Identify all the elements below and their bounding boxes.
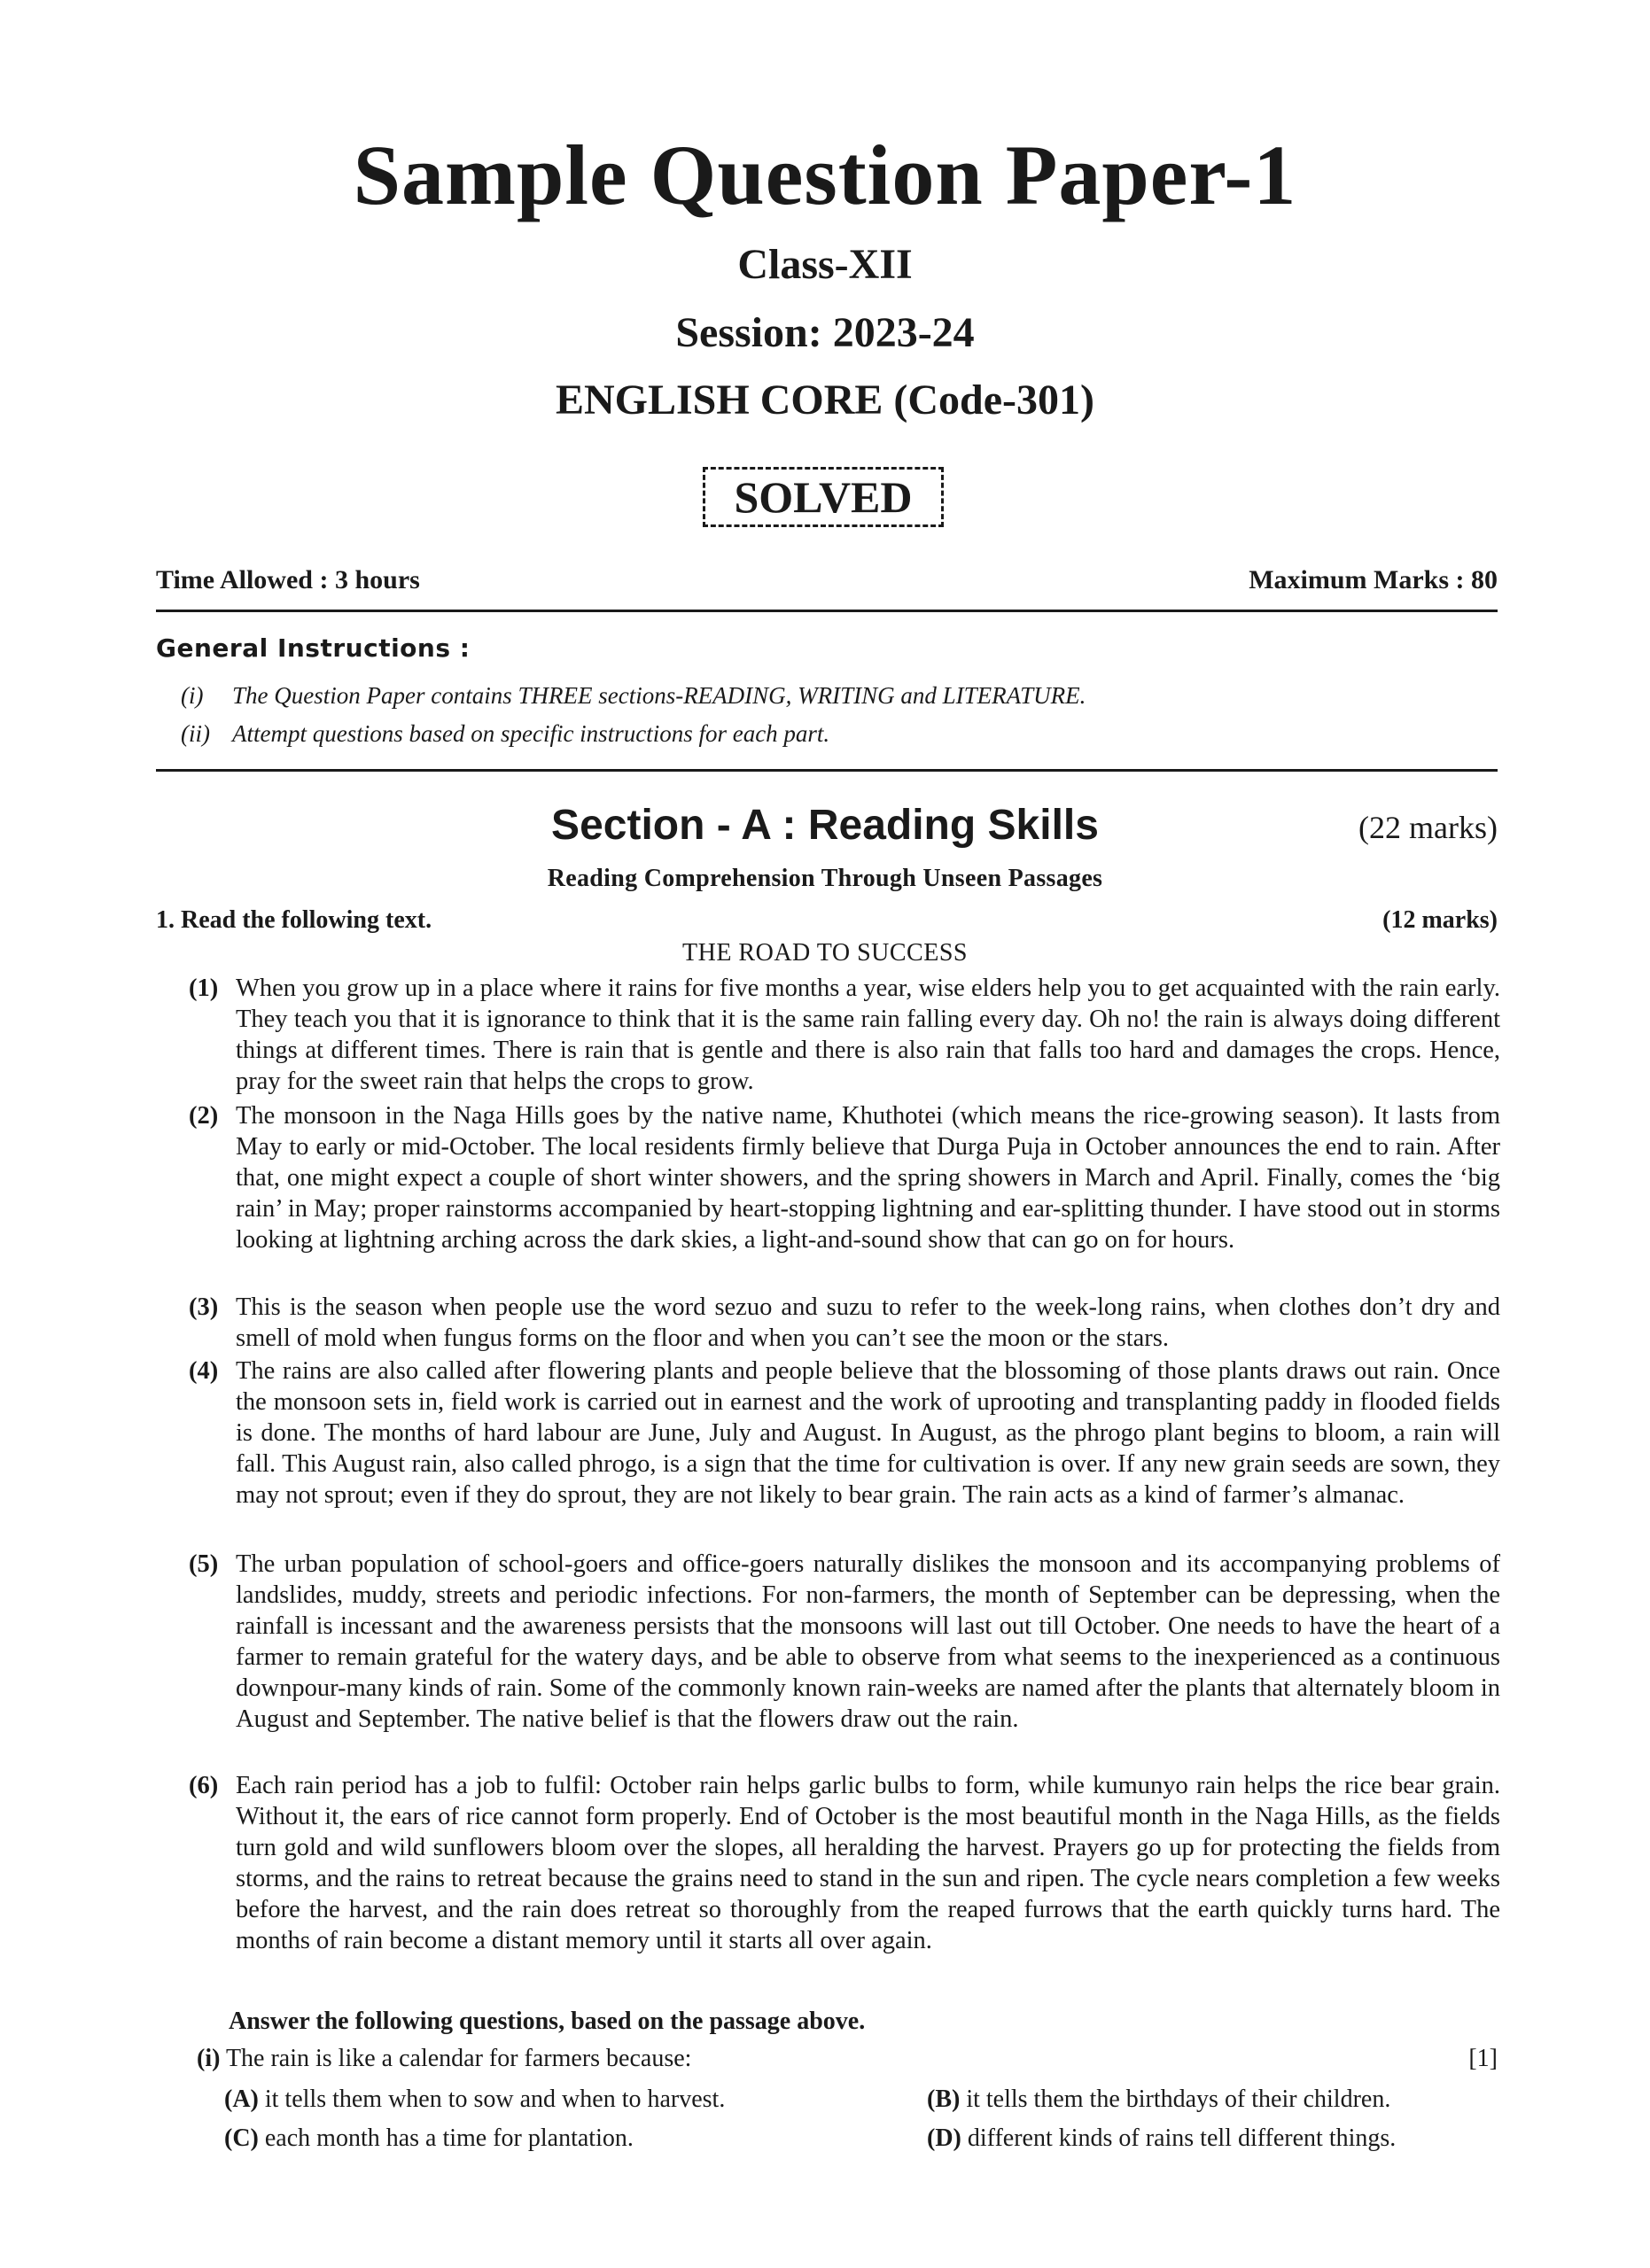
sub-question-number: (i) (197, 2045, 221, 2072)
section-marks: (22 marks) (1358, 810, 1498, 845)
time-allowed: Time Allowed : 3 hours (156, 565, 420, 594)
paragraph-text: The monsoon in the Naga Hills goes by the native name, Khuthotei (which means the rice-growing season). It lasts from May to early or mid-October. The local residents firmly believe that Durga Puja in October announces the end to rain. After that, one might expect a couple of short winter showers, and the spring showers in March and April. Finally, comes the ‘big rain’ in May; proper rainstorms accompanied by heart-stopping lightning and ear-splitting thunder. I have stood out in storms looking at lightning arching across the dark skies, a light-and-sound show that can go on for hours. (236, 1102, 1500, 1254)
passage-paragraph (189, 1355, 1500, 1511)
option-b (927, 2087, 1390, 2112)
paragraph-number: (1) (189, 975, 219, 1002)
question-marks: (12 marks) (1382, 906, 1498, 934)
paragraph-text: The urban population of school-goers and office-goers naturally dislikes the monsoon and its accompanying problems of landslides, muddy, streets and periodic infections. For non-farmers, the month of September can be depressing, when the rainfall is incessant and the awareness persists that the monsoons will last out till October. One needs to have the heart of a farmer to remain grateful for the watery days, and be able to observe from what seems to the inexperienced as a continuous downpour-many kinds of rain. Some of the commonly known rain-weeks are named after the plants that alternately bloom in August and September. The native belief is that the flowers draw out the rain. (236, 1550, 1500, 1733)
option-label: (A) (224, 2085, 259, 2113)
instruction-number: (i) (181, 682, 204, 709)
option-a (224, 2087, 725, 2112)
sub-question-marks: [1] (1468, 2045, 1498, 2072)
paragraph-number: (3) (189, 1293, 219, 1321)
option-label: (B) (927, 2085, 961, 2113)
header-divider (156, 610, 1498, 612)
class-line: Class-XII (737, 241, 913, 288)
solved-stamp: SOLVED (703, 467, 944, 527)
paragraph-number: (4) (189, 1357, 219, 1385)
option-c (224, 2126, 634, 2151)
paragraph-number: (2) (189, 1102, 219, 1130)
option-label: (C) (224, 2124, 259, 2152)
option-label: (D) (927, 2124, 961, 2152)
general-instructions-heading: General Instructions : (156, 633, 471, 663)
option-text: it tells them the birthdays of their children. (966, 2085, 1391, 2113)
instruction-item (181, 684, 1086, 708)
instruction-text: The Question Paper contains THREE sections-READING, WRITING and LITERATURE. (232, 682, 1086, 709)
instruction-number: (ii) (181, 720, 210, 747)
paragraph-text: The rains are also called after flowering plants and people believe that the blossoming of those plants draws out rain. Once the monsoon sets in, field work is carried out in earnest and the work of uprooting and transplanting paddy in flooded fields is done. The months of hard labour are June, July and August. In August, as the phrogo plant begins to bloom, a rain will fall. This August rain, also called phrogo, is a sign that the time for cultivation is over. If any new grain seeds are sown, they may not sprout; even if they do sprout, they are not likely to bear grain. The rain acts as a kind of farmer’s almanac. (236, 1357, 1500, 1509)
section-heading: Section - A : Reading Skills (551, 802, 1099, 849)
paper-title: Sample Question Paper-1 (353, 128, 1297, 222)
session-line: Session: 2023-24 (675, 309, 975, 356)
passage-paragraph (189, 1549, 1500, 1735)
passage-paragraph (189, 1770, 1500, 1956)
paragraph-number: (6) (189, 1772, 219, 1799)
answer-instruction: Answer the following questions, based on the passage above. (229, 2008, 866, 2035)
paragraph-text: When you grow up in a place where it rains for five months a year, wise elders help you to get acquainted with the rain early. They teach you that it is ignorance to think that it is the same rain falling every day. Oh no! the rain is always doing different things at different times. There is rain that is gentle and there is also rain that falls too hard and damages the crops. Hence, pray for the sweet rain that helps the crops to grow. (236, 975, 1500, 1095)
paragraph-number: (5) (189, 1550, 219, 1578)
instruction-item (181, 722, 829, 746)
option-text: it tells them when to sow and when to harvest. (264, 2085, 726, 2113)
paragraph-text: This is the season when people use the word sezuo and suzu to refer to the week-long rains, when clothes don’t dry and smell of mold when fungus forms on the floor and when you can’t see the moon or the stars. (236, 1293, 1500, 1352)
paragraph-text: Each rain period has a job to fulfil: October rain helps garlic bulbs to form, while kumunyo rain helps the rice bear grain. Without it, the ears of rice cannot form properly. End of October is the most beautiful month in the Naga Hills, as the fields turn gold and wild sunflowers bloom over the slopes, all heralding the harvest. Prayers go up for protecting the fields from storms, and the rains to retreat because the grains need to stand in the sun and ripen. The cycle nears completion a few weeks before the harvest, and the rain does retreat so thoroughly from the reaped furrows that the earth quickly turns hard. The months of rain become a distant memory until it starts all over again. (236, 1772, 1500, 1954)
sub-question (197, 2047, 691, 2071)
subject-line: ENGLISH CORE (Code-301) (555, 377, 1095, 423)
passage-paragraph (189, 973, 1500, 1097)
option-text: each month has a time for plantation. (264, 2124, 634, 2152)
option-d (927, 2126, 1396, 2151)
passage-paragraph (189, 1292, 1500, 1354)
option-text: different kinds of rains tell different things. (967, 2124, 1397, 2152)
passage-title: THE ROAD TO SUCCESS (682, 939, 968, 967)
sub-question-text: The rain is like a calendar for farmers because: (225, 2045, 692, 2072)
instruction-text: Attempt questions based on specific instructions for each part. (232, 720, 830, 747)
passage-paragraph (189, 1100, 1500, 1255)
section-subheading: Reading Comprehension Through Unseen Passages (547, 865, 1103, 892)
instructions-divider (156, 769, 1498, 772)
question-label: 1. Read the following text. (156, 906, 432, 934)
maximum-marks: Maximum Marks : 80 (1249, 565, 1498, 594)
